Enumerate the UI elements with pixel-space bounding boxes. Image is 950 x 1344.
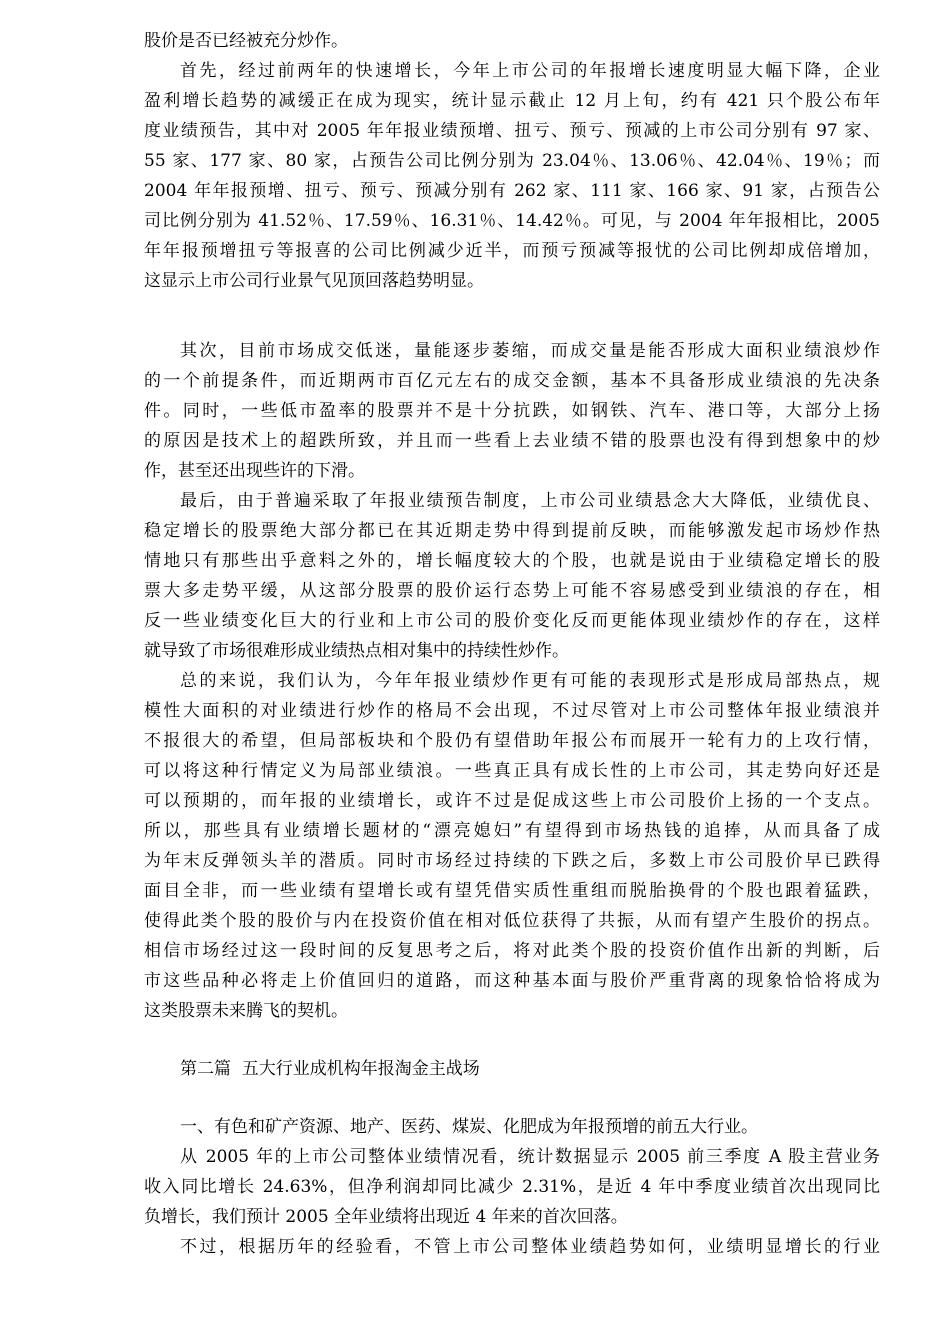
text-line: 司比例分别为 41.52％、17.59％、16.31％、14.42％。可见，与 2004 年年报相比，2005 [144, 211, 880, 231]
text-line: 其次，目前市场成交低迷，量能逐步萎缩，而成交量是能否形成大面积业绩浪炒作 [180, 341, 880, 361]
text-line: 从 2005 年的上市公司整体业绩情况看，统计数据显示 2005 前三季度 A 股主营业务 [180, 1147, 880, 1167]
text-line: 股价是否已经被充分炒作。 [144, 31, 348, 51]
text-line: 盈利增长趋势的减缓正在成为现实，统计显示截止 12 月上旬，约有 421 只个股公布年 [144, 91, 880, 111]
text-line: 模性大面积的对业绩进行炒作的格局不会出现，不过尽管对上市公司整体年报业绩浪并 [144, 701, 880, 721]
text-line: 相信市场经过这一段时间的反复思考之后，将对此类个股的投资价值作出新的判断，后 [144, 941, 880, 961]
text-line: 反一些业绩变化巨大的行业和上市公司的股价变化反而更能体现业绩炒作的存在，这样 [144, 611, 880, 631]
text-line: 这显示上市公司行业景气见顶回落趋势明显。 [144, 271, 484, 291]
text-line: 的一个前提条件，而近期两市百亿元左右的成交金额，基本不具备形成业绩浪的先决条 [144, 371, 880, 391]
text-line: 不报很大的希望，但局部板块和个股仍有望借助年报公布而展开一轮有力的上攻行情， [144, 731, 880, 751]
text-line: 就导致了市场很难形成业绩热点相对集中的持续性炒作。 [144, 641, 569, 661]
text-line: 年年报预增扭亏等报喜的公司比例减少近半，而预亏预减等报忧的公司比例却成倍增加， [144, 241, 880, 261]
text-line: 件。同时，一些低市盈率的股票并不是十分抗跌，如钢铁、汽车、港口等，大部分上扬 [144, 401, 880, 421]
text-line: 情地只有那些出乎意料之外的，增长幅度较大的个股，也就是说由于业绩稳定增长的股 [144, 551, 880, 571]
text-line: 2004 年年报预增、扭亏、预亏、预减分别有 262 家、111 家、166 家、91 家，占预告公 [144, 181, 880, 201]
text-line: 稳定增长的股票绝大部分都已在其近期走势中得到提前反映，而能够激发起市场炒作热 [144, 521, 880, 541]
text-line: 票大多走势平缓，从这部分股票的股价运行态势上可能不容易感受到业绩浪的存在，相 [144, 581, 880, 601]
section-heading: 第二篇 五大行业成机构年报淘金主战场 [180, 1059, 480, 1079]
text-line: 所以，那些具有业绩增长题材的“漂亮媳妇”有望得到市场热钱的追捧，从而具备了成 [144, 821, 880, 841]
text-line: 这类股票未来腾飞的契机。 [144, 1001, 348, 1021]
text-line: 可以预期的，而年报的业绩增长，或许不过是促成这些上市公司股价上扬的一个支点。 [144, 791, 880, 811]
text-line: 的原因是技术上的超跌所致，并且而一些看上去业绩不错的股票也没有得到想象中的炒 [144, 431, 880, 451]
text-line: 使得此类个股的股价与内在投资价值在相对低位获得了共振，从而有望产生股价的拐点。 [144, 911, 880, 931]
text-line: 市这些品种必将走上价值回归的道路，而这种基本面与股价严重背离的现象恰恰将成为 [144, 971, 880, 991]
text-line: 收入同比增长 24.63%，但净利润却同比减少 2.31%，是近 4 年中季度业绩首次出现同比 [144, 1177, 880, 1197]
text-line: 可以将这种行情定义为局部业绩浪。一些真正具有成长性的上市公司，其走势向好还是 [144, 761, 880, 781]
text-line: 为年末反弹领头羊的潜质。同时市场经过持续的下跌之后，多数上市公司股价早已跌得 [144, 851, 880, 871]
text-line: 总的来说，我们认为，今年年报业绩炒作更有可能的表现形式是形成局部热点，规 [180, 671, 880, 691]
text-line: 面目全非，而一些业绩有望增长或有望凭借实质性重组而脱胎换骨的个股也跟着猛跌， [144, 881, 880, 901]
text-line: 最后，由于普遍采取了年报业绩预告制度，上市公司业绩悬念大大降低，业绩优良、 [180, 491, 880, 511]
text-line: 负增长，我们预计 2005 全年业绩将出现近 4 年来的首次回落。 [144, 1207, 628, 1227]
text-line: 度业绩预告，其中对 2005 年年报业绩预增、扭亏、预亏、预减的上市公司分别有 97 家、 [144, 121, 880, 141]
text-line: 作，甚至还出现些许的下滑。 [144, 461, 365, 481]
text-line: 一、有色和矿产资源、地产、医药、煤炭、化肥成为年报预增的前五大行业。 [180, 1117, 758, 1137]
text-line: 首先，经过前两年的快速增长，今年上市公司的年报增长速度明显大幅下降，企业 [180, 61, 880, 81]
text-line: 55 家、177 家、80 家，占预告公司比例分别为 23.04％、13.06％、42.04％、19％；而 [144, 151, 880, 171]
text-line: 不过，根据历年的经验看，不管上市公司整体业绩趋势如何，业绩明显增长的行业 [180, 1237, 880, 1257]
